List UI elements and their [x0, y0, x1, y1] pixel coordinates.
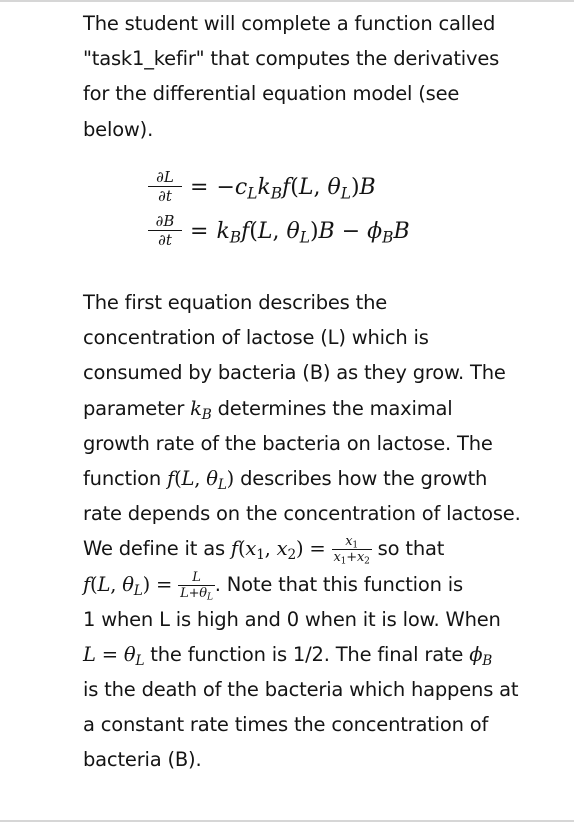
- description-line: f(L, $\theta_L$) = $\frac{L}{L+\theta_L}$ . Note that this function is: [83, 569, 463, 603]
- intro-line: "task1_kefir" that computes the derivatives: [83, 47, 500, 71]
- description-line: consumed by bacteria (B) as they grow. The: [83, 361, 506, 385]
- equals-sign: =: [190, 174, 209, 200]
- description-line: concentration of lactose (L) which is: [83, 326, 429, 350]
- intro-line: for the differential equation model (see: [83, 82, 460, 106]
- intro-line: The student will complete a function called: [83, 12, 496, 35]
- k-b-symbol: $k_B$: [190, 396, 212, 423]
- db-dt-fraction: $\frac{\partial B}{\partial t}$: [148, 214, 182, 248]
- intro-line: below).: [83, 117, 154, 141]
- f-l-theta-symbol: f(L, $\theta_L$): [167, 466, 235, 494]
- f-x1-x2-formula: $f(x_1$, $x_2$) = $\frac{x_1}{x_1+x_2}$: [230, 534, 370, 568]
- description-line: bacteria (B).: [83, 748, 202, 772]
- description-line: a constant rate times the concentration of: [83, 713, 489, 737]
- description-line: is the death of the bacteria which happens at: [83, 678, 519, 702]
- description-line: We define it as $f(x_1$, $x_2$) = $\frac{x_1}{x_1+x_2}$ so that: [83, 534, 445, 568]
- equals-sign: =: [190, 218, 209, 244]
- description-line: growth rate of the bacteria on lactose. The: [83, 431, 493, 455]
- description-paragraph: [83, 285, 553, 778]
- lactose-equation-rhs: $-c_Lk_Bf(L$, $\theta_L)B$: [216, 174, 376, 203]
- differential-equations: [148, 165, 508, 253]
- phi-b-symbol: $\phi_B$: [469, 642, 493, 669]
- dl-dt-fraction: $\frac{\partial L}{\partial t}$: [148, 170, 182, 204]
- intro-paragraph: [83, 6, 553, 147]
- bacteria-equation: [148, 209, 508, 253]
- description-line: 1 when L is high and 0 when it is low. When: [83, 607, 501, 631]
- lactose-equation: [148, 165, 508, 209]
- description-line: The first equation describes the: [83, 291, 388, 314]
- bacteria-equation-rhs: $k_Bf(L$, $\theta_L)B - \phi_BB$: [216, 218, 410, 247]
- description-line: function f(L, $\theta_L$) describes how the growth: [83, 466, 488, 494]
- description-line: $L = \theta_L$ the function is 1/2. The final rate $\phi_B$: [83, 642, 493, 669]
- l-equals-theta-symbol: $L = \theta_L$: [83, 642, 145, 669]
- description-line: parameter $k_B$ determines the maximal: [83, 396, 453, 423]
- description-line: rate depends on the concentration of lactose.: [83, 502, 521, 526]
- f-l-theta-formula: f(L, $\theta_L$) = $\frac{L}{L+\theta_L}$: [83, 569, 213, 603]
